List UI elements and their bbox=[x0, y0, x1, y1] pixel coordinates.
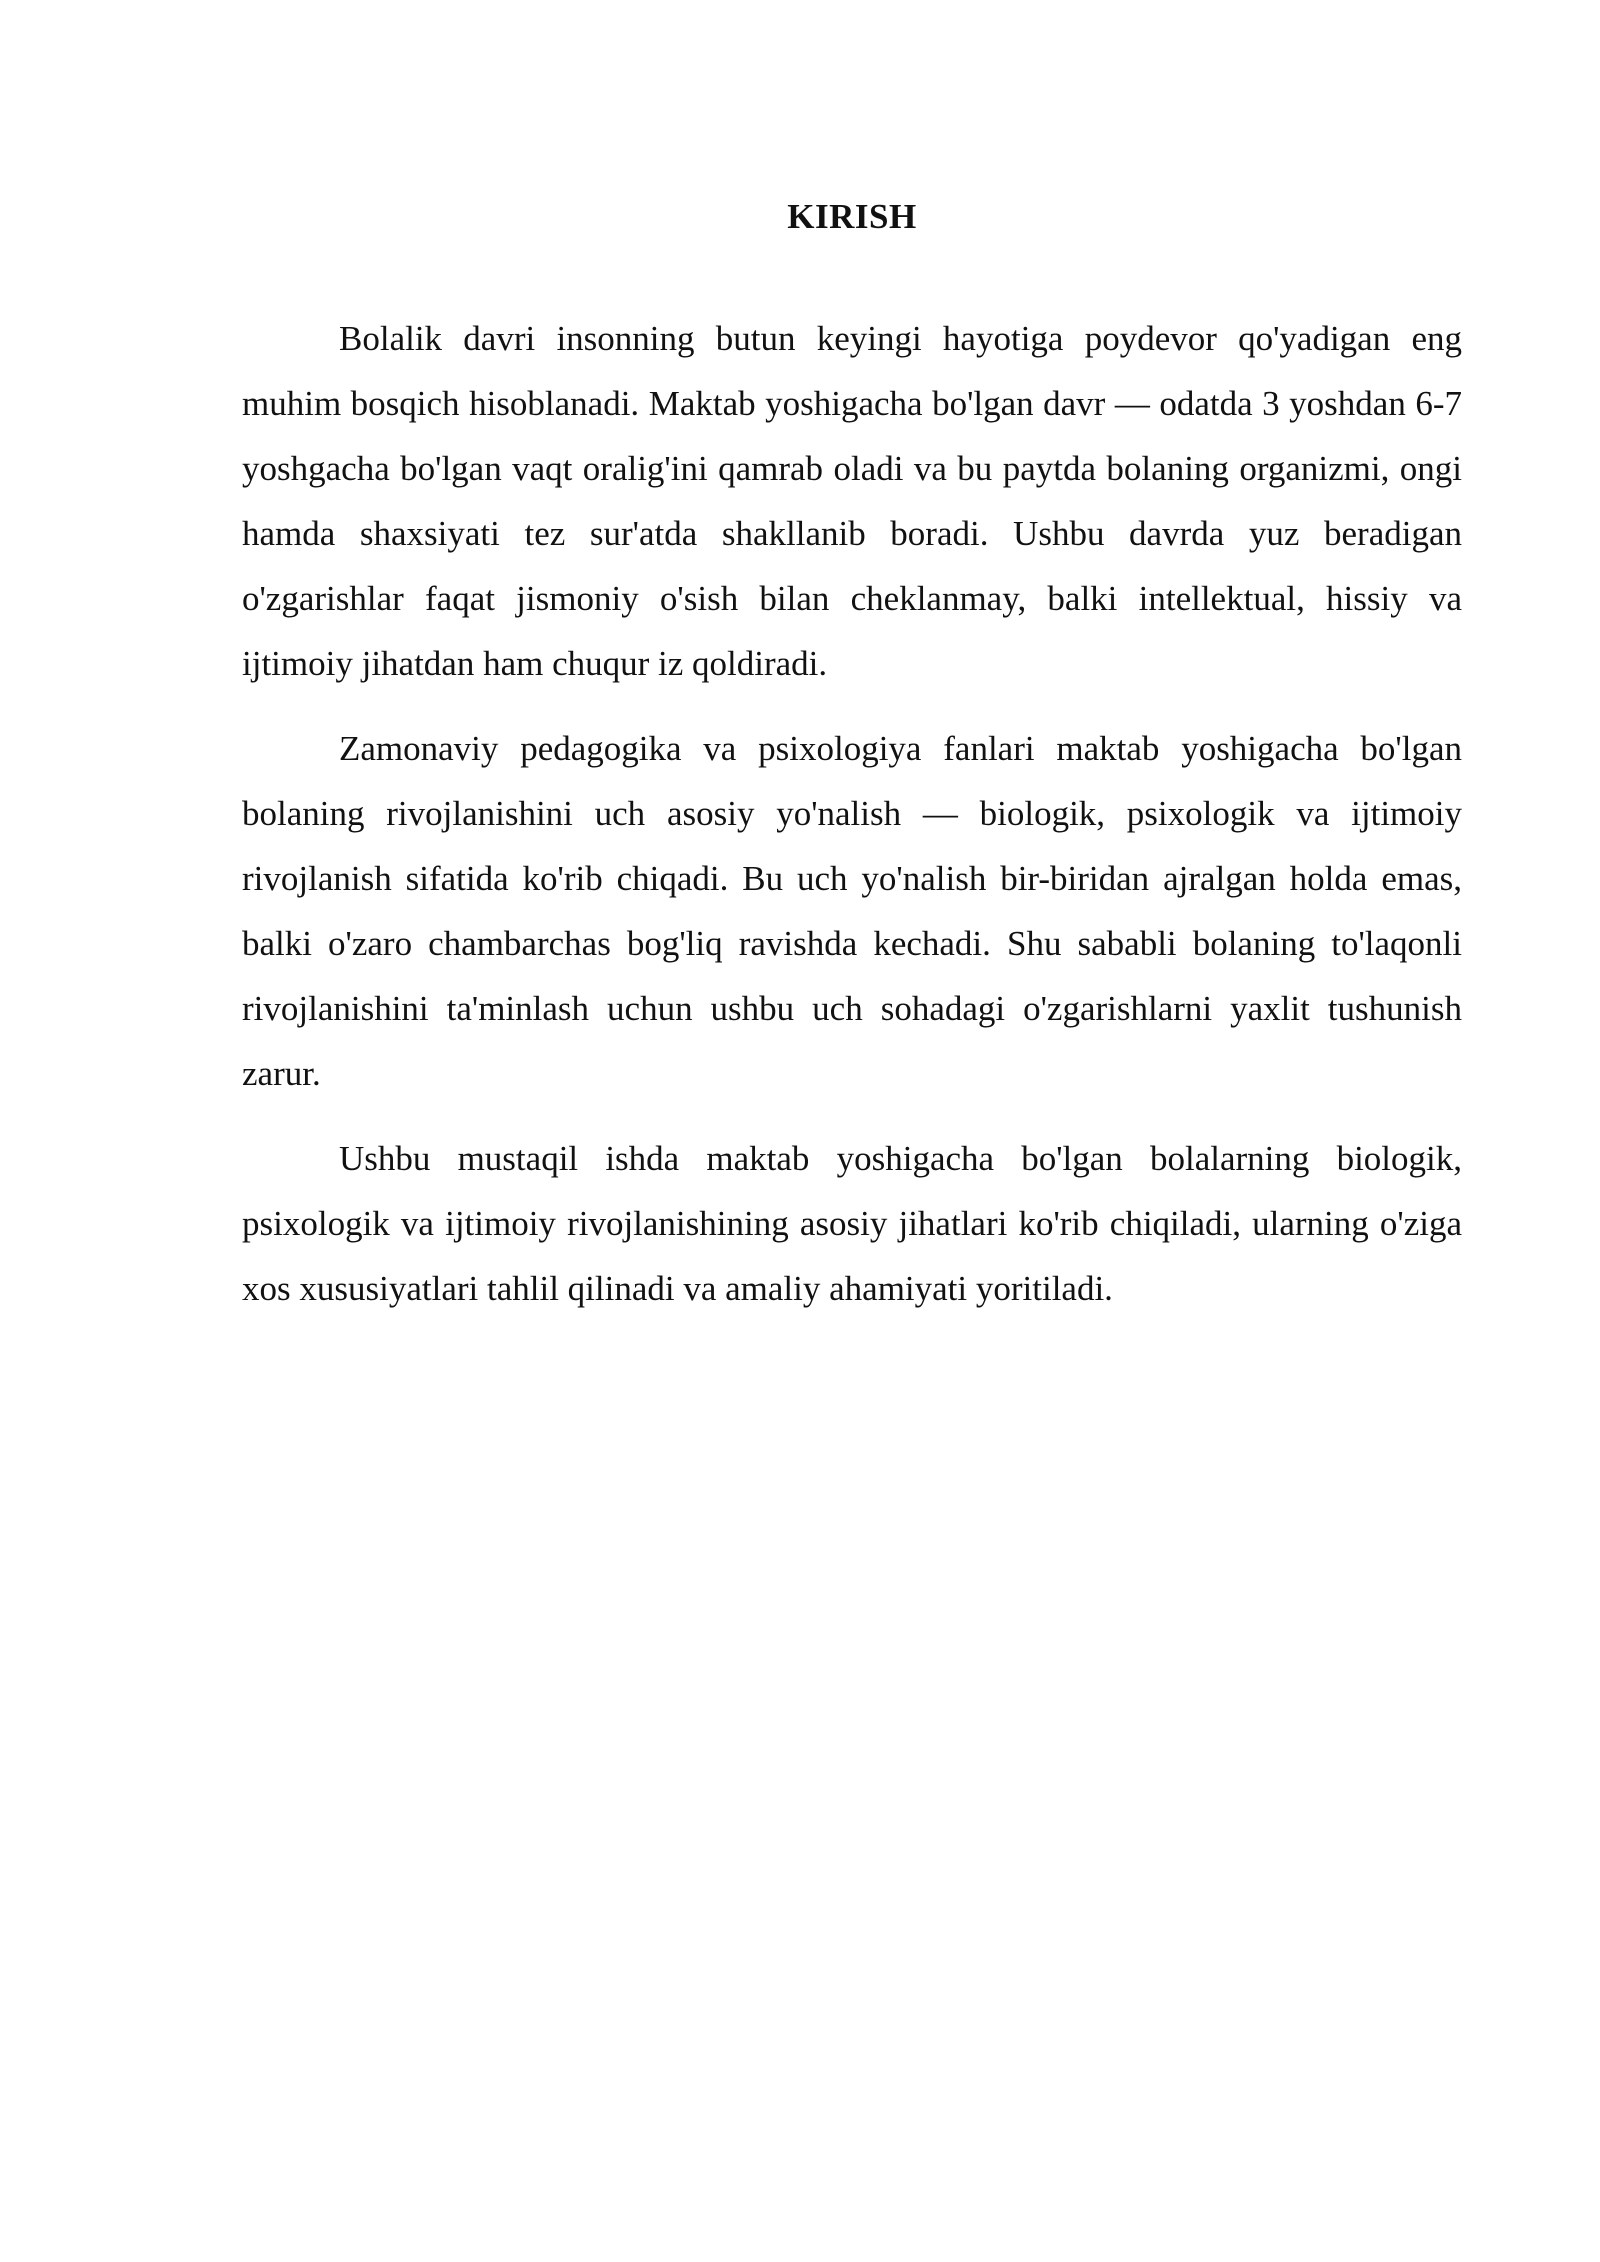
document-body bbox=[242, 188, 1462, 1341]
paragraph-3: Ushbu mustaqil ishda maktab yoshigacha bo'lgan bolalarning biologik, psixologik va ijtimoiy rivojlanishining asosiy jihatlari ko'rib chiqiladi, ularning o'ziga xos xususiyatlari tahlil qilinadi va amaliy ahamiyati yoritiladi. bbox=[242, 1139, 1462, 1308]
page-title: KIRISH bbox=[787, 197, 917, 236]
paragraph-1: Bolalik davri insonning butun keyingi hayotiga poydevor qo'yadigan eng muhim bosqich hisoblanadi. Maktab yoshigacha bo'lgan davr — odatda 3 yoshdan 6-7 yoshgacha bo'lgan vaqt oralig'ini qamrab oladi va bu paytda bolaning organizmi, ongi hamda shaxsiyati tez sur'atda shakllanib boradi. Ushbu davrda yuz beradigan o'zgarishlar faqat jismoniy o'sish bilan cheklanmay, balki intellektual, hissiy va ijtimoiy jihatdan ham chuqur iz qoldiradi. bbox=[242, 319, 1462, 683]
paragraph-2: Zamonaviy pedagogika va psixologiya fanlari maktab yoshigacha bo'lgan bolaning rivojlanishini uch asosiy yo'nalish — biologik, psixologik va ijtimoiy rivojlanish sifatida ko'rib chiqadi. Bu uch yo'nalish bir-biridan ajralgan holda emas, balki o'zaro chambarchas bog'liq ravishda kechadi. Shu sababli bolaning to'laqonli rivojlanishini ta'minlash uchun ushbu uch sohadagi o'zgarishlarni yaxlit tushunish zarur. bbox=[242, 729, 1462, 1093]
